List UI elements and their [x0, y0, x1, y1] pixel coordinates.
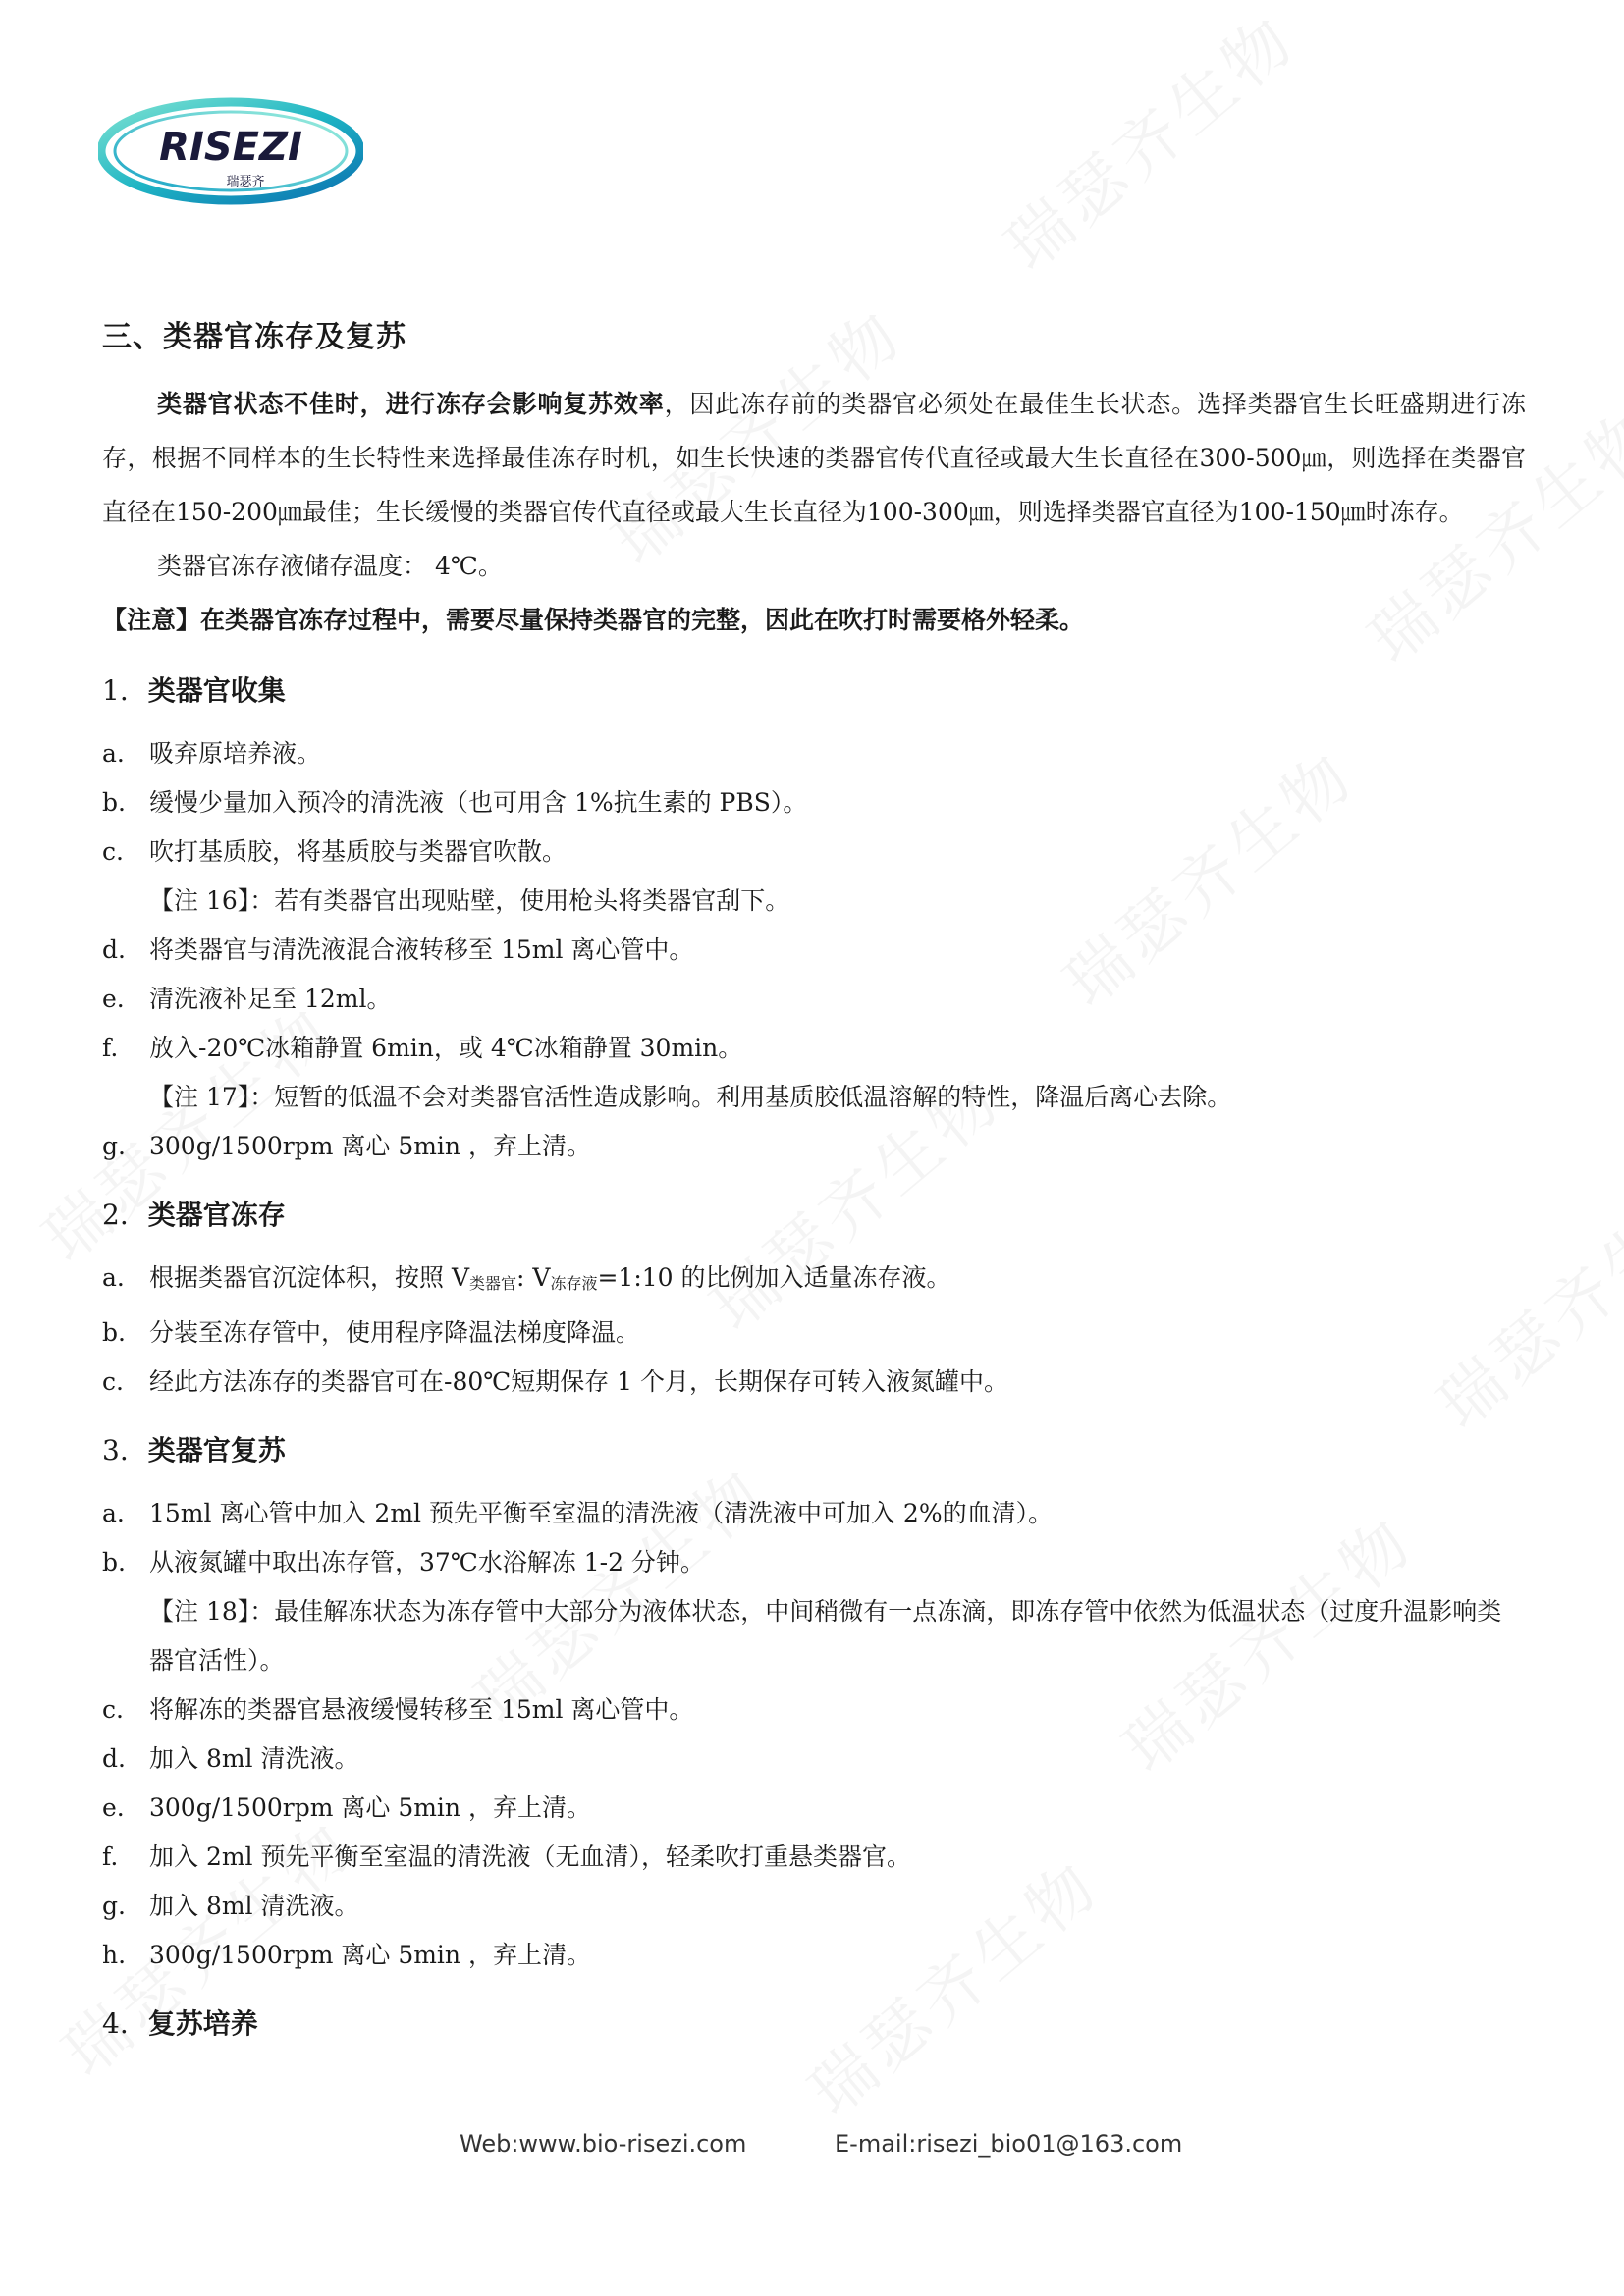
- svg-text:瑞瑟齐: 瑞瑟齐: [226, 175, 265, 189]
- step-item: c. 将解冻的类器官悬液缓慢转移至 15ml 离心管中。: [102, 1695, 694, 1724]
- caution-note: 【注意】在类器官冻存过程中，需要尽量保持类器官的完整，因此在吹打时需要格外轻柔。: [102, 606, 1085, 634]
- step-item: f. 放入-20℃冰箱静置 6min，或 4℃冰箱静置 30min。: [102, 1034, 743, 1062]
- subsection-title: 2. 类器官冻存: [102, 1199, 286, 1231]
- step-note: 【注 18】：最佳解冻状态为冻存管中大部分为液体状态，中间稍微有一点冻滴，即冻存管中依然为低温状态（过度升温影响类器官活性）。: [149, 1597, 1502, 1675]
- intro-paragraph: [102, 377, 1526, 539]
- step-item: g. 加入 8ml 清洗液。: [102, 1892, 359, 1920]
- footer-website: Web:www.bio-risezi.com: [460, 2130, 747, 2158]
- step-item: h. 300g/1500rpm 离心 5min ，弃上清。: [102, 1941, 591, 1969]
- step-note: 【注 17】：短暂的低温不会对类器官活性造成影响。利用基质胶低温溶解的特性，降温后离心去除。: [149, 1083, 1232, 1111]
- step-item: a. 15ml 离心管中加入 2ml 预先平衡至室温的清洗液（清洗液中可加入 2%的血清）。: [102, 1499, 1054, 1527]
- step-item: a. 吸弃原培养液。: [102, 739, 322, 768]
- step-item: f. 加入 2ml 预先平衡至室温的清洗液（无血清），轻柔吹打重悬类器官。: [102, 1842, 912, 1871]
- step-item: b. 缓慢少量加入预冷的清洗液（也可用含 1%抗生素的 PBS）。: [102, 788, 808, 817]
- step-item: e. 清洗液补足至 12ml。: [102, 985, 392, 1013]
- step-item: b. 分装至冻存管中，使用程序降温法梯度降温。: [102, 1318, 641, 1347]
- step-item: d. 加入 8ml 清洗液。: [102, 1744, 359, 1773]
- step-item: a. 根据类器官沉淀体积，按照 $V_{类器官}$: $V_{冻存液}=1:10$ 的比例加入适量冻存液。: [102, 1263, 951, 1293]
- step-item: d. 将类器官与清洗液混合液转移至 15ml 离心管中。: [102, 935, 694, 964]
- step-item: e. 300g/1500rpm 离心 5min ，弃上清。: [102, 1793, 591, 1822]
- step-item: c. 经此方法冻存的类器官可在-80℃短期保存 1 个月，长期保存可转入液氮罐中。: [102, 1367, 1009, 1396]
- subsection-title: 1. 类器官收集: [102, 674, 286, 707]
- storage-temperature: 类器官冻存液储存温度： 4℃。: [157, 552, 503, 580]
- subsection-title: 3. 类器官复苏: [102, 1434, 286, 1467]
- step-note: 【注 16】：若有类器官出现贴壁，使用枪头将类器官刮下。: [149, 886, 790, 915]
- risezi-logo: [98, 94, 363, 207]
- svg-text:RISEZI: RISEZI: [159, 125, 302, 170]
- footer-email: E-mail:risezi_bio01@163.com: [835, 2130, 1183, 2158]
- subsection-title: 4. 复苏培养: [102, 2007, 258, 2040]
- watermark: [982, 0, 1313, 288]
- section-title: 三、类器官冻存及复苏: [102, 320, 406, 354]
- intro-bold: 类器官状态不佳时，进行冻存会影响复苏效率: [157, 390, 665, 418]
- step-item: b. 从液氮罐中取出冻存管，37℃水浴解冻 1-2 分钟。: [102, 1548, 705, 1576]
- step-item: c. 吹打基质胶，将基质胶与类器官吹散。: [102, 837, 568, 866]
- step-item: g. 300g/1500rpm 离心 5min ，弃上清。: [102, 1132, 591, 1160]
- intro-rest: ，因此冻存前的类器官必须处在最佳生长状态。选择类器官生长旺盛期进行冻存，根据不同样本的生长特性来选择最佳冻存时机，如生长快速的类器官传代直径或最大生长直径在300-500㎛，则选择在类器官直径在150-200㎛最佳；生长缓慢的类器官传代直径或最大生长直径为100-300㎛，则选择类器官直径为100-150㎛时冻存。: [102, 390, 1526, 526]
